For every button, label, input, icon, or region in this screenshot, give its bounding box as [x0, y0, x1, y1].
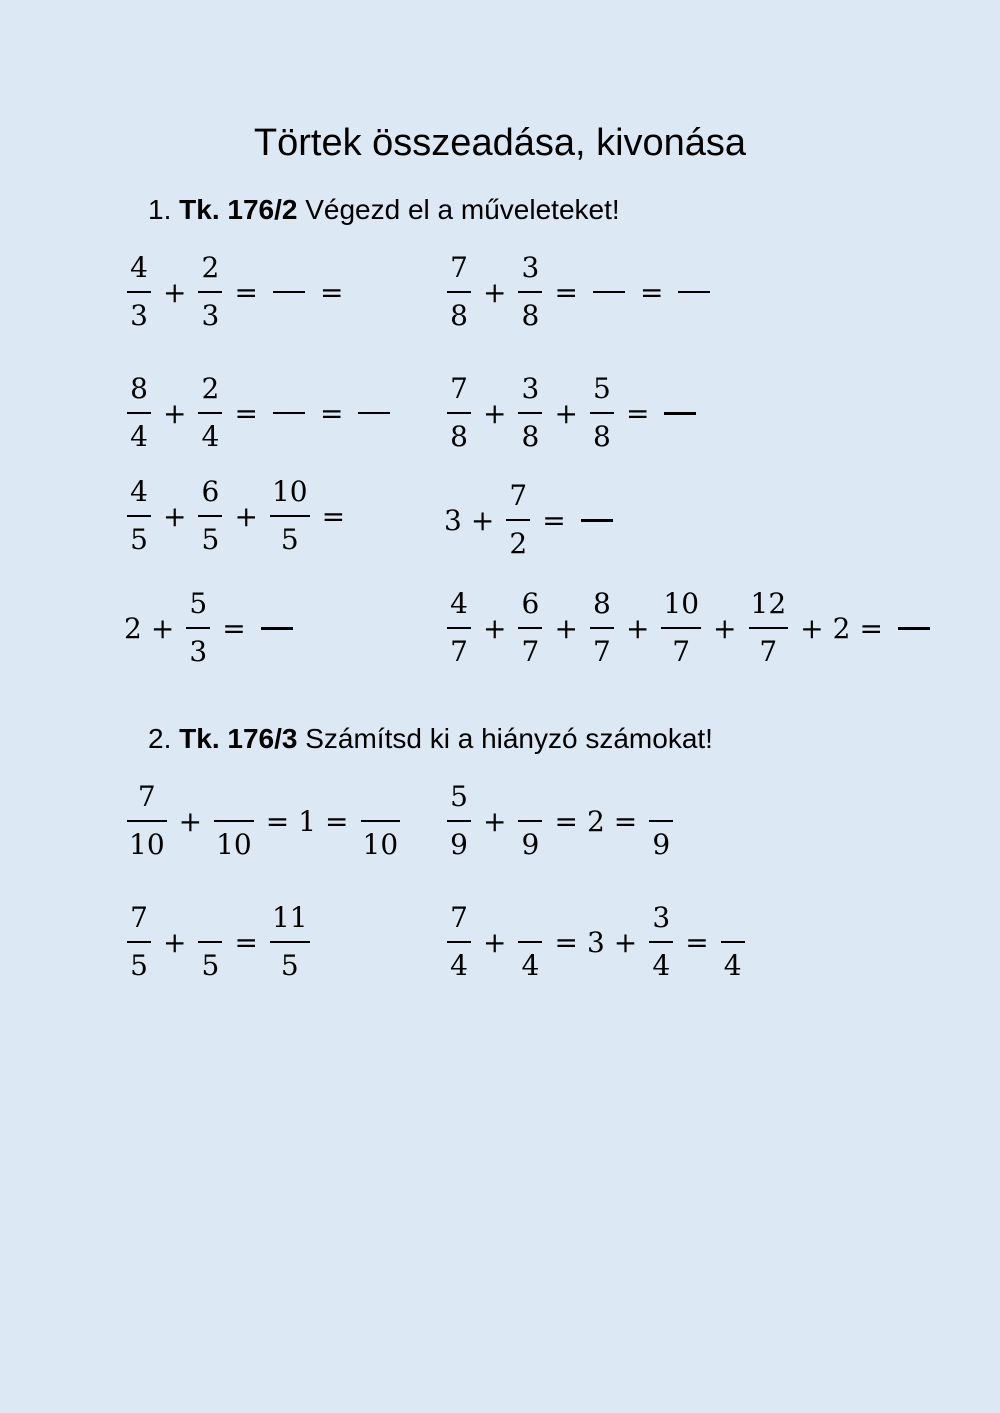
answer-blank[interactable] — [273, 412, 305, 414]
plus-sign: + — [554, 611, 578, 645]
numerator: 6 — [521, 587, 540, 620]
numerator: 11 — [271, 901, 308, 934]
denominator: 7 — [450, 635, 468, 668]
denominator: 5 — [201, 949, 220, 982]
fraction — [270, 476, 310, 556]
fraction-bar — [127, 515, 151, 517]
fraction-bar — [127, 941, 151, 943]
plus-sign: + — [483, 611, 507, 645]
plus-sign: + — [178, 804, 203, 838]
equals-sign: = — [325, 804, 349, 838]
fraction-bar — [649, 941, 673, 943]
plus-sign: + — [163, 925, 187, 959]
answer-blank[interactable] — [581, 519, 613, 522]
numerator: 4 — [130, 475, 148, 508]
fraction — [447, 373, 471, 453]
fraction — [127, 902, 151, 982]
numerator: 8 — [130, 372, 148, 405]
whole-number: 3 — [444, 503, 462, 537]
task-instruction: Számítsd ki a hiányzó számokat! — [305, 723, 713, 754]
fraction-missing-numerator — [198, 902, 222, 982]
answer-blank[interactable] — [593, 291, 625, 293]
denominator: 3 — [189, 635, 208, 668]
equation — [444, 480, 619, 560]
fraction — [186, 588, 210, 668]
missing-numerator[interactable] — [649, 781, 673, 813]
denominator: 4 — [130, 420, 148, 453]
denominator: 7 — [521, 635, 540, 668]
denominator: 5 — [130, 949, 148, 982]
numerator: 7 — [450, 372, 468, 405]
denominator: 8 — [521, 299, 540, 332]
equals-sign: = — [234, 925, 258, 959]
fraction-bar — [198, 291, 222, 293]
numerator: 2 — [201, 251, 220, 284]
denominator: 10 — [129, 828, 165, 861]
equals-sign: = — [685, 925, 709, 959]
answer-blank[interactable] — [664, 412, 696, 415]
equals-sign: = — [234, 275, 258, 309]
fraction — [127, 252, 151, 332]
fraction-bar — [447, 627, 471, 629]
task-2-heading — [148, 723, 713, 755]
numerator: 10 — [663, 587, 700, 620]
denominator: 10 — [216, 828, 252, 861]
fraction — [518, 373, 542, 453]
plus-sign: + — [800, 611, 824, 645]
task-number: 1. — [148, 194, 172, 225]
equation — [444, 588, 936, 668]
whole-number: 2 — [124, 611, 142, 645]
denominator: 9 — [521, 828, 540, 861]
fraction-bar — [214, 820, 254, 822]
equals-sign: = — [321, 499, 346, 533]
numerator: 2 — [201, 372, 220, 405]
equals-sign: = — [859, 611, 883, 645]
fraction — [649, 902, 673, 982]
numerator: 4 — [450, 587, 468, 620]
fraction-bar — [186, 627, 210, 629]
fraction-bar — [447, 941, 471, 943]
whole-number: 2 — [832, 611, 851, 645]
fraction-bar — [447, 291, 471, 293]
task-reference: Tk. 176/2 — [179, 194, 298, 225]
denominator: 7 — [759, 635, 778, 668]
fraction-bar — [518, 412, 542, 414]
denominator: 9 — [450, 828, 468, 861]
whole-number: 2 — [586, 804, 605, 838]
plus-sign: + — [554, 396, 578, 430]
equals-sign: = — [542, 503, 566, 537]
equals-sign: = — [319, 396, 344, 430]
fraction — [127, 781, 167, 861]
denominator: 4 — [652, 949, 671, 982]
task-instruction: Végezd el a műveleteket! — [305, 194, 620, 225]
denominator: 4 — [201, 420, 220, 453]
fraction-bar — [198, 941, 222, 943]
fraction-missing-numerator — [361, 781, 401, 861]
numerator: 7 — [130, 901, 148, 934]
answer-blank[interactable] — [898, 627, 930, 630]
plus-sign: + — [150, 611, 175, 645]
equals-sign: = — [554, 804, 578, 838]
missing-numerator[interactable] — [518, 781, 542, 813]
equation — [124, 781, 403, 861]
equals-sign: = — [222, 611, 246, 645]
denominator: 3 — [201, 299, 220, 332]
equation — [444, 252, 716, 332]
equals-sign: = — [613, 804, 638, 838]
fraction — [506, 480, 530, 560]
fraction — [447, 781, 471, 861]
numerator: 5 — [189, 587, 208, 620]
equals-sign: = — [625, 396, 650, 430]
fraction — [127, 373, 151, 453]
numerator: 4 — [130, 251, 148, 284]
equation — [124, 476, 354, 556]
numerator: 7 — [450, 251, 468, 284]
plus-sign: + — [163, 275, 187, 309]
fraction — [590, 373, 614, 453]
fraction — [198, 373, 222, 453]
fraction-bar — [518, 820, 542, 822]
answer-blank[interactable] — [273, 291, 305, 293]
fraction-missing-numerator — [721, 902, 745, 982]
equals-sign: = — [319, 275, 344, 309]
equals-sign: = — [639, 275, 664, 309]
plus-sign: + — [483, 275, 507, 309]
equation — [124, 588, 299, 668]
plus-sign: + — [613, 925, 638, 959]
plus-sign: + — [163, 396, 187, 430]
fraction — [661, 588, 701, 668]
fraction-bar — [361, 820, 401, 822]
numerator: 7 — [450, 901, 468, 934]
fraction-bar — [506, 519, 530, 521]
denominator: 8 — [521, 420, 540, 453]
fraction-bar — [518, 941, 542, 943]
numerator: 5 — [450, 780, 468, 813]
answer-blank[interactable] — [261, 627, 293, 630]
plus-sign: + — [163, 499, 187, 533]
fraction-bar — [270, 515, 310, 517]
fraction-missing-numerator — [518, 902, 542, 982]
denominator: 8 — [450, 420, 468, 453]
equation — [124, 902, 313, 982]
denominator: 9 — [652, 828, 671, 861]
fraction — [127, 476, 151, 556]
fraction-bar — [518, 627, 542, 629]
task-1-heading — [148, 194, 620, 226]
equation — [444, 373, 702, 453]
denominator: 3 — [130, 299, 148, 332]
denominator: 7 — [593, 635, 611, 668]
fraction — [447, 588, 471, 668]
equals-sign: = — [234, 396, 258, 430]
fraction — [198, 252, 222, 332]
plus-sign: + — [625, 611, 650, 645]
equation — [444, 781, 676, 861]
fraction-bar — [198, 412, 222, 414]
fraction-bar — [127, 291, 151, 293]
answer-blank[interactable] — [358, 412, 390, 414]
missing-numerator[interactable] — [198, 902, 222, 934]
whole-number: 3 — [586, 925, 605, 959]
denominator: 5 — [280, 523, 299, 556]
denominator: 8 — [450, 299, 468, 332]
fraction — [518, 252, 542, 332]
fraction-missing-numerator — [214, 781, 254, 861]
numerator: 7 — [137, 780, 156, 813]
page-title: Törtek összeadása, kivonása — [253, 122, 747, 164]
numerator: 10 — [271, 475, 308, 508]
fraction-bar — [590, 412, 614, 414]
task-reference: Tk. 176/3 — [179, 723, 298, 754]
denominator: 4 — [450, 949, 468, 982]
fraction — [270, 902, 310, 982]
denominator: 10 — [362, 828, 399, 861]
plus-sign: + — [470, 503, 495, 537]
equals-sign: = — [554, 925, 578, 959]
numerator: 3 — [521, 251, 540, 284]
fraction-bar — [590, 627, 614, 629]
fraction-bar — [447, 412, 471, 414]
denominator: 2 — [509, 527, 528, 560]
plus-sign: + — [234, 499, 258, 533]
fraction-bar — [447, 820, 471, 822]
fraction-bar — [270, 941, 310, 943]
denominator: 7 — [672, 635, 691, 668]
denominator: 8 — [593, 420, 611, 453]
fraction-bar — [661, 627, 701, 629]
fraction — [447, 252, 471, 332]
missing-numerator[interactable] — [721, 902, 745, 934]
equals-sign: = — [265, 804, 290, 838]
denominator: 4 — [723, 949, 742, 982]
missing-numerator[interactable] — [518, 902, 542, 934]
fraction-bar — [198, 515, 222, 517]
fraction — [447, 902, 471, 982]
fraction — [590, 588, 614, 668]
fraction — [749, 588, 789, 668]
fraction-bar — [127, 412, 151, 414]
fraction-bar — [649, 820, 673, 822]
fraction-bar — [721, 941, 745, 943]
numerator: 7 — [509, 479, 528, 512]
fraction-bar — [749, 627, 789, 629]
numerator: 12 — [750, 587, 787, 620]
equation — [444, 902, 748, 982]
fraction-missing-numerator — [649, 781, 673, 861]
plus-sign: + — [483, 925, 507, 959]
missing-numerator[interactable] — [368, 781, 392, 813]
equals-sign: = — [554, 275, 578, 309]
numerator: 3 — [652, 901, 671, 934]
denominator: 5 — [130, 523, 148, 556]
numerator: 5 — [593, 372, 611, 405]
fraction — [198, 476, 222, 556]
missing-numerator[interactable] — [222, 781, 246, 813]
plus-sign: + — [483, 396, 507, 430]
numerator: 3 — [521, 372, 540, 405]
fraction — [518, 588, 542, 668]
fraction-missing-numerator — [518, 781, 542, 861]
plus-sign: + — [713, 611, 737, 645]
fraction-bar — [127, 820, 167, 822]
numerator: 8 — [593, 587, 611, 620]
task-number: 2. — [148, 723, 172, 754]
denominator: 4 — [521, 949, 540, 982]
equation — [124, 252, 352, 332]
denominator: 5 — [280, 949, 299, 982]
equation — [124, 373, 396, 453]
fraction-bar — [518, 291, 542, 293]
denominator: 5 — [201, 523, 220, 556]
plus-sign: + — [483, 804, 507, 838]
numerator: 6 — [201, 475, 220, 508]
whole-number: 1 — [298, 804, 317, 838]
answer-blank[interactable] — [678, 291, 710, 293]
